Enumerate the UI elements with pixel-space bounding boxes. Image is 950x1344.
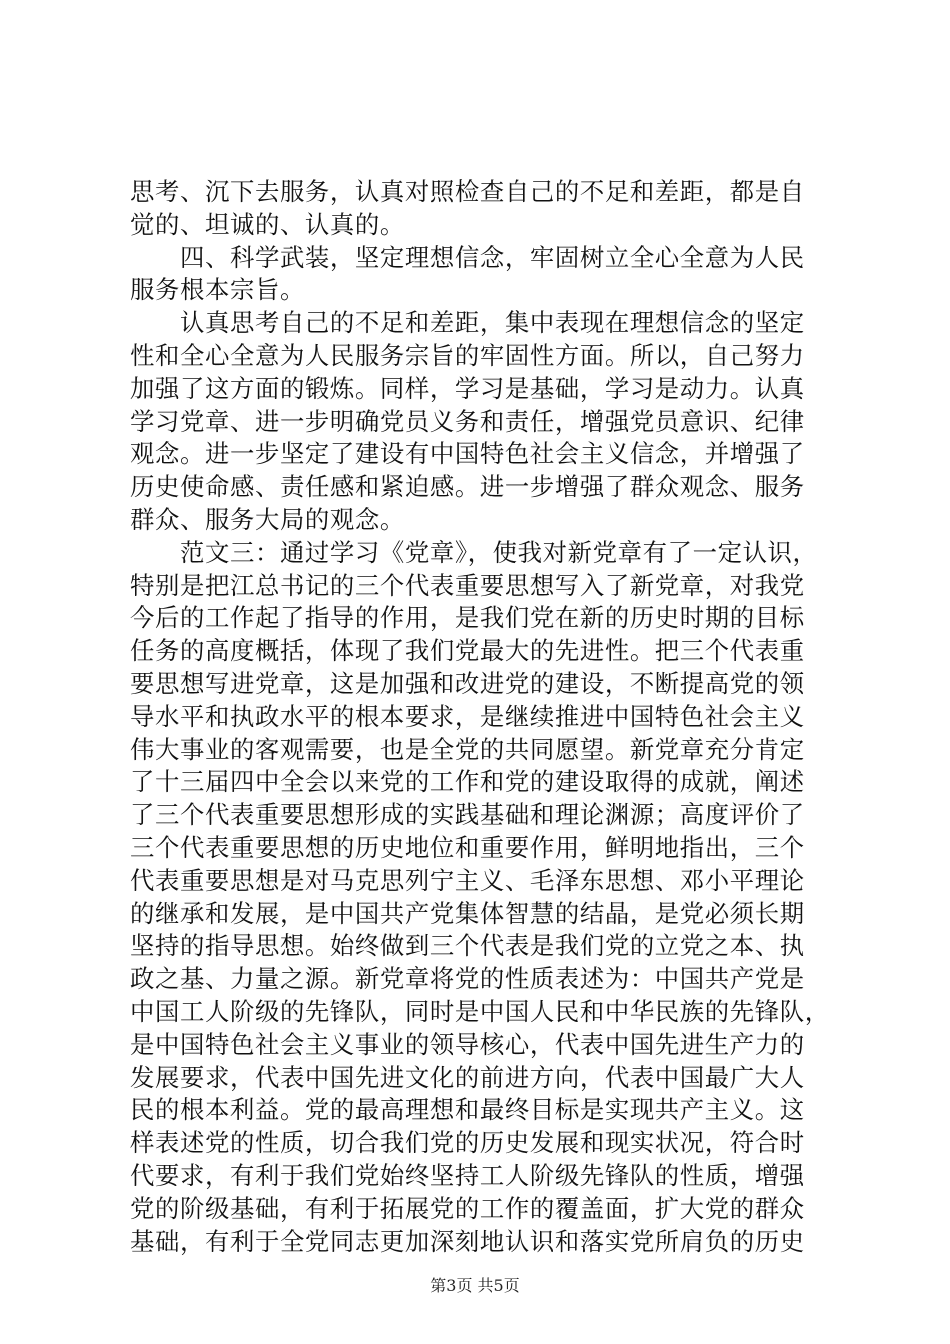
text-line: 认真思考自己的不足和差距，集中表现在理想信念的坚定: [130, 308, 805, 338]
text-line: 代要求，有利于我们党始终坚持工人阶级先锋队的性质，增强: [130, 1160, 805, 1190]
text-line: 思考、沉下去服务，认真对照检查自己的不足和差距，都是自: [130, 177, 805, 206]
text-line: 民的根本利益。党的最高理想和最终目标是实现共产主义。这: [130, 1095, 805, 1125]
text-line: 任务的高度概括，体现了我们党最大的先进性。把三个代表重: [130, 636, 805, 666]
text-line: 了三个代表重要思想形成的实践基础和理论渊源；高度评价了: [130, 800, 805, 830]
text-line: 样表述党的性质，切合我们党的历史发展和现实状况，符合时: [130, 1128, 805, 1158]
text-line: 党的阶级基础，有利于拓展党的工作的覆盖面，扩大党的群众: [130, 1193, 805, 1223]
text-line: 群众、服务大局的观念。: [130, 504, 405, 534]
text-line: 觉的、坦诚的、认真的。: [130, 209, 405, 239]
text-line: 坚持的指导思想。始终做到三个代表是我们党的立党之本、执: [130, 931, 805, 961]
text-line: 基础，有利于全党同志更加深刻地认识和落实党所肩负的历史: [130, 1226, 805, 1256]
text-line: 四、科学武装，坚定理想信念，牢固树立全心全意为人民: [130, 242, 805, 272]
text-line: 服务根本宗旨。: [130, 275, 305, 305]
text-line: 导水平和执政水平的根本要求，是继续推进中国特色社会主义: [130, 701, 805, 731]
text-line: 是中国特色社会主义事业的领导核心，代表中国先进生产力的: [130, 1029, 805, 1059]
text-line: 学习党章、进一步明确党员义务和责任，增强党员意识、纪律: [130, 406, 805, 436]
text-line: 代表重要思想是对马克思列宁主义、毛泽东思想、邓小平理论: [130, 865, 805, 895]
text-line: 特别是把江总书记的三个代表重要思想写入了新党章，对我党: [130, 570, 805, 600]
text-line: 的继承和发展，是中国共产党集体智慧的结晶，是党必须长期: [130, 898, 805, 928]
text-line: 了十三届四中全会以来党的工作和党的建设取得的成就，阐述: [130, 767, 805, 797]
text-line: 发展要求，代表中国先进文化的前进方向，代表中国最广大人: [130, 1062, 805, 1092]
page-number-footer: 第3页 共5页: [430, 1276, 520, 1295]
text-line: 观念。进一步坚定了建设有中国特色社会主义信念，并增强了: [130, 439, 805, 469]
text-line: 三个代表重要思想的历史地位和重要作用，鲜明地指出，三个: [130, 832, 805, 862]
text-line: 今后的工作起了指导的作用，是我们党在新的历史时期的目标: [130, 603, 805, 633]
text-line: 中国工人阶级的先锋队，同时是中国人民和中华民族的先锋队，: [130, 996, 830, 1026]
text-line: 政之基、力量之源。新党章将党的性质表述为：中国共产党是: [130, 964, 805, 994]
text-line: 要思想写进党章，这是加强和改进党的建设，不断提高党的领: [130, 668, 805, 698]
body-text: [130, 176, 830, 1258]
text-line: 伟大事业的客观需要，也是全党的共同愿望。新党章充分肯定: [130, 734, 805, 764]
text-line: 性和全心全意为人民服务宗旨的牢固性方面。所以，自己努力: [130, 340, 805, 370]
text-line: 加强了这方面的锻炼。同样，学习是基础，学习是动力。认真: [130, 373, 805, 403]
text-line: 范文三：通过学习《党章》，使我对新党章有了一定认识，: [130, 537, 818, 567]
text-line: 历史使命感、责任感和紧迫感。进一步增强了群众观念、服务: [130, 472, 805, 502]
